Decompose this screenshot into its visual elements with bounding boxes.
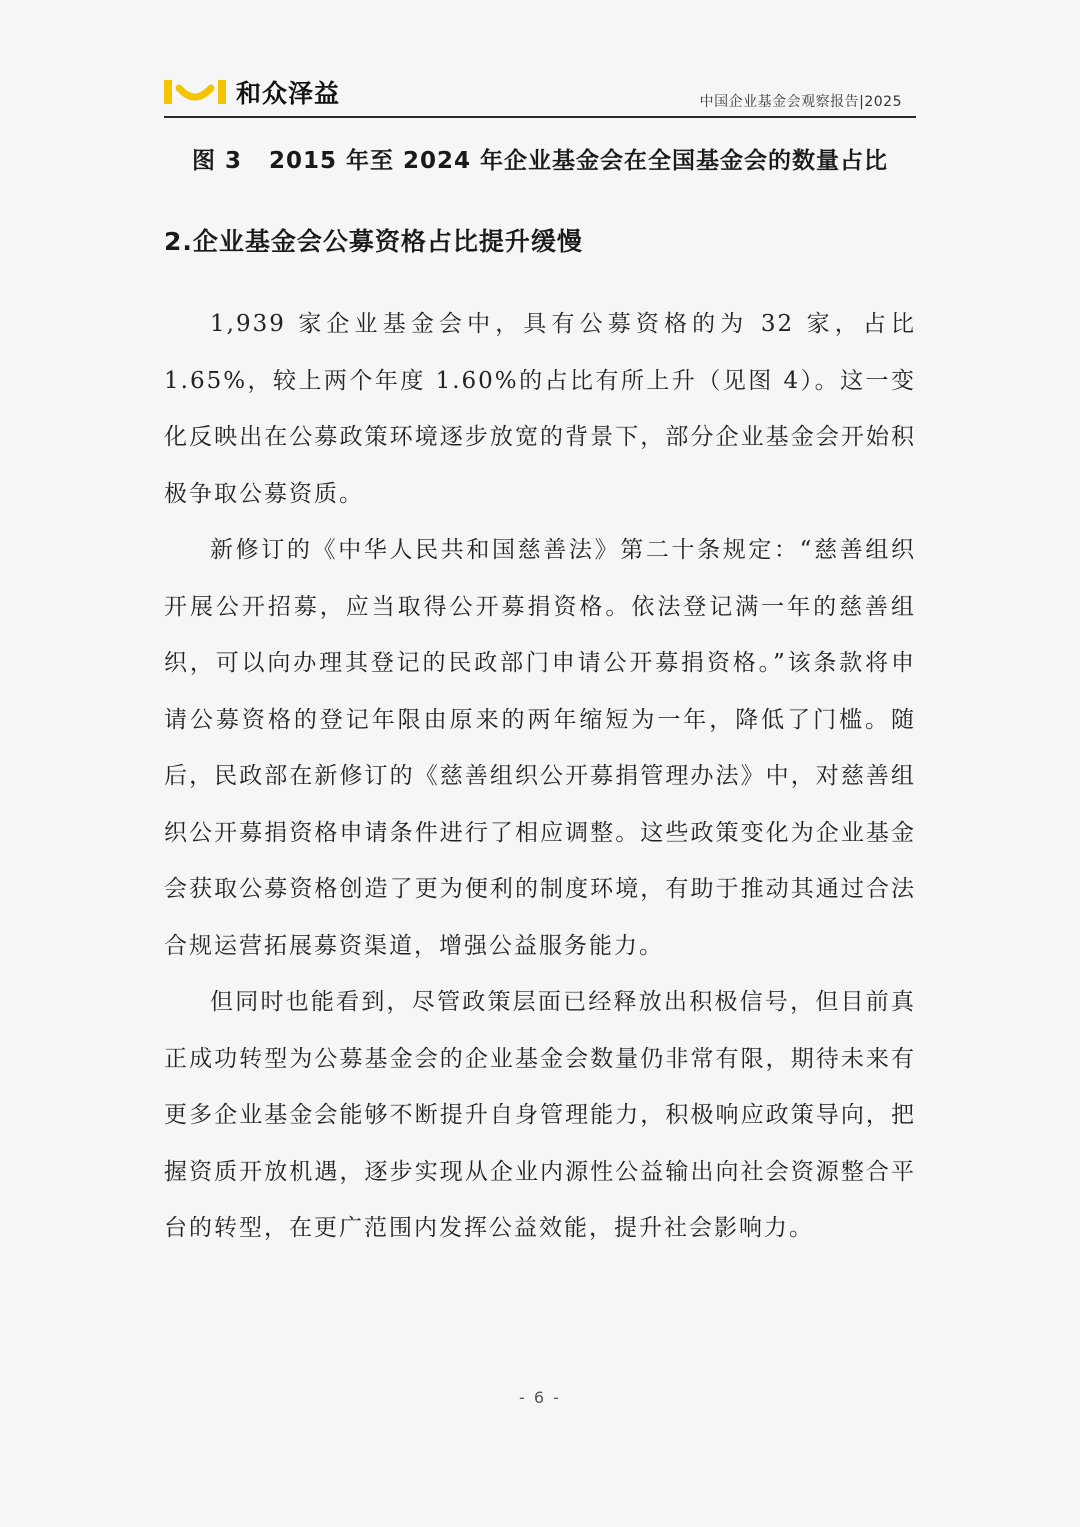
page-number: - 6 - <box>519 1388 561 1407</box>
paragraph: 1,939 家企业基金会中，具有公募资格的为 32 家，占比 1.65%，较上两个年度 1.60%的占比有所上升（见图 4）。这一变化反映出在公募政策环境逐步放宽的背景下，部分企业基金会开始积极争取公募资质。 <box>164 311 916 507</box>
figure-caption: 图 3 2015 年至 2024 年企业基金会在全国基金会的数量占比 <box>191 148 889 174</box>
paragraph: 新修订的《中华人民共和国慈善法》第二十条规定：“慈善组织开展公开招募，应当取得公开募捐资格。依法登记满一年的慈善组织，可以向办理其登记的民政部门申请公开募捐资格。”该条款将申请公募资格的登记年限由原来的两年缩短为一年，降低了门槛。随后，民政部在新修订的《慈善组织公开募捐管理办法》中，对慈善组织公开募捐资格申请条件进行了相应调整。这些政策变化为企业基金会获取公募资格创造了更为便利的制度环境，有助于推动其通过合法合规运营拓展募资渠道，增强公益服务能力。 <box>164 537 916 959</box>
paragraph: 但同时也能看到，尽管政策层面已经释放出积极信号，但目前真正成功转型为公募基金会的企业基金会数量仍非常有限，期待未来有更多企业基金会能够不断提升自身管理能力，积极响应政策导向，把握资质开放机遇，逐步实现从企业内源性公益输出向社会资源整合平台的转型，在更广范围内发挥公益效能，提升社会影响力。 <box>164 989 916 1241</box>
page-header <box>164 74 916 118</box>
brand-logo <box>164 76 340 108</box>
section-heading: 2.企业基金会公募资格占比提升缓慢 <box>164 227 583 256</box>
report-title: 中国企业基金会观察报告|2025 <box>699 94 902 110</box>
smile-logo-icon <box>164 76 226 108</box>
body-text <box>164 296 916 1257</box>
brand-name: 和众泽益 <box>236 79 341 108</box>
